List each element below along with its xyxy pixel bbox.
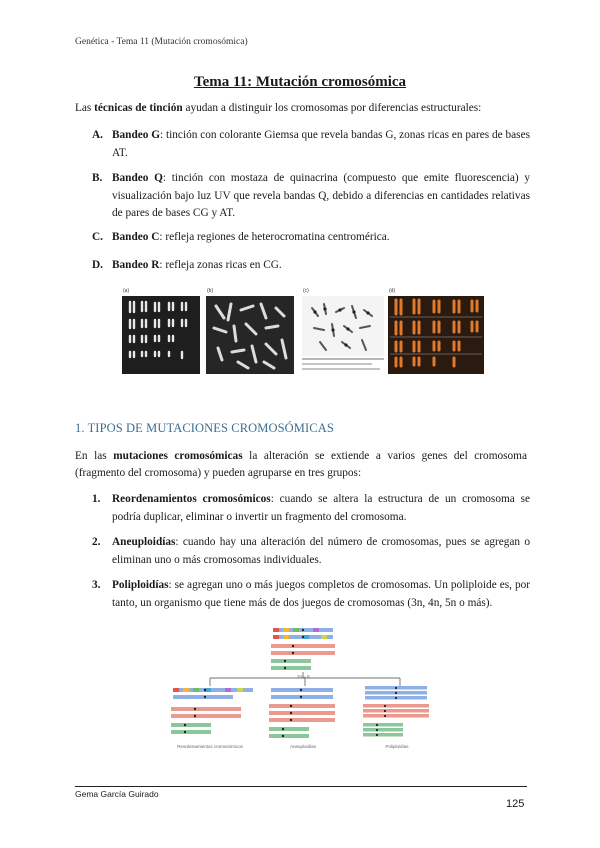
polyploidy-set <box>363 686 429 737</box>
technique-text: : tinción con colorante Giemsa que revela bandas G, zonas ricas en pares de bases AT. <box>112 129 530 159</box>
r-banding-karyotype-image <box>388 296 484 376</box>
group-name: Poliploidías <box>112 579 169 591</box>
aneuploidy-label: Aneuploidías <box>289 744 317 749</box>
running-header: Genética - Tema 11 (Mutación cromosómica) <box>75 37 248 47</box>
section-intro-paragraph <box>75 448 527 482</box>
page-number: 125 <box>506 798 525 810</box>
panel-b-q-banding <box>206 290 294 374</box>
rearrangement-label: Reordenamientos cromosómicos <box>177 744 243 749</box>
mutation-group-1 <box>92 491 530 526</box>
technique-item-a <box>92 127 530 162</box>
panel-c-c-banding <box>302 290 384 374</box>
diagram-top-label: 2n = 6 <box>297 674 310 679</box>
group-text: : cuando hay una alteración del número de cromosomas, pues se agregan o eliminan uno o más cromosomas individuales. <box>112 536 530 566</box>
technique-item-d <box>92 257 530 275</box>
panel-d-r-banding <box>388 290 484 374</box>
group-text: : cuando se altera la estructura de un cromosoma se podría duplicar, eliminar o invertir un fragmento del cromosoma. <box>112 493 530 523</box>
group-text: : se agregan uno o más juegos completos de cromosomas. Un poliploide es, por tanto, un organismo que tiene más de dos juegos de cromosomas (3n, 4n, 5n o más). <box>112 579 530 609</box>
footer-divider <box>75 786 527 787</box>
list-marker: D. <box>92 259 103 271</box>
panel-a-giemsa-karyotype <box>122 290 200 374</box>
technique-text: : refleja regiones de heterocromatina centromérica. <box>159 231 390 243</box>
intro-post: ayudan a distinguir los cromosomas por diferencias estructurales: <box>182 102 482 114</box>
panel-label: (b) <box>207 288 214 294</box>
panel-label: (d) <box>389 288 396 294</box>
page-title: Tema 11: Mutación cromosómica <box>193 74 407 90</box>
panel-label: (c) <box>303 288 309 294</box>
intro-paragraph <box>75 100 527 117</box>
group-name: Reordenamientos cromosómicos <box>112 493 271 505</box>
list-marker: C. <box>92 231 103 243</box>
section-intro-pre: En las <box>75 450 114 462</box>
technique-item-b <box>92 170 530 223</box>
panel-label: (a) <box>123 288 130 294</box>
technique-name: Bandeo R <box>112 259 160 271</box>
list-marker: 3. <box>92 579 101 591</box>
figure-caption <box>302 358 384 372</box>
mutation-group-2 <box>92 534 530 569</box>
list-marker: 1. <box>92 493 101 505</box>
technique-name: Bandeo C <box>112 231 160 243</box>
section-intro-bold: mutaciones cromosómicas <box>113 450 243 462</box>
group-name: Aneuploidías <box>112 536 176 548</box>
metaphase-spread-image <box>206 296 294 376</box>
intro-pre: Las <box>75 102 95 114</box>
section-heading: 1. TIPOS DE MUTACIONES CROMOSÓMICAS <box>75 421 334 435</box>
section-intro-post: la alteración se extiende a varios genes del cromosoma (fragmento del cromosoma) y pueden agruparse en tres grupos: <box>75 450 527 479</box>
normal-chromosome-set <box>271 628 335 670</box>
c-banding-image <box>302 296 384 356</box>
technique-text: : tinción con mostaza de quinacrina (compuesto que emite fluorescencia) y visualización bajo luz UV que revela bandas Q, debido a diferencias en cantidades relativas de pares de bases CG y AT. <box>112 172 530 219</box>
chromosome-sets-diagram <box>165 620 445 765</box>
technique-item-c <box>92 229 530 247</box>
mutation-types-diagram <box>165 620 445 765</box>
karyotype-image <box>122 296 200 376</box>
technique-text: : refleja zonas ricas en CG. <box>159 259 282 271</box>
footer-author: Gema García Guirado <box>75 789 159 799</box>
list-marker: B. <box>92 172 103 184</box>
technique-name: Bandeo G <box>112 129 161 141</box>
intro-bold: técnicas de tinción <box>94 102 183 114</box>
list-marker: A. <box>92 129 103 141</box>
list-marker: 2. <box>92 536 101 548</box>
technique-name: Bandeo Q <box>112 172 163 184</box>
polyploidy-label: Poliploidías <box>385 744 409 749</box>
rearrangement-set <box>171 688 253 734</box>
aneuploidy-set <box>269 688 335 738</box>
mutation-group-3 <box>92 577 530 612</box>
